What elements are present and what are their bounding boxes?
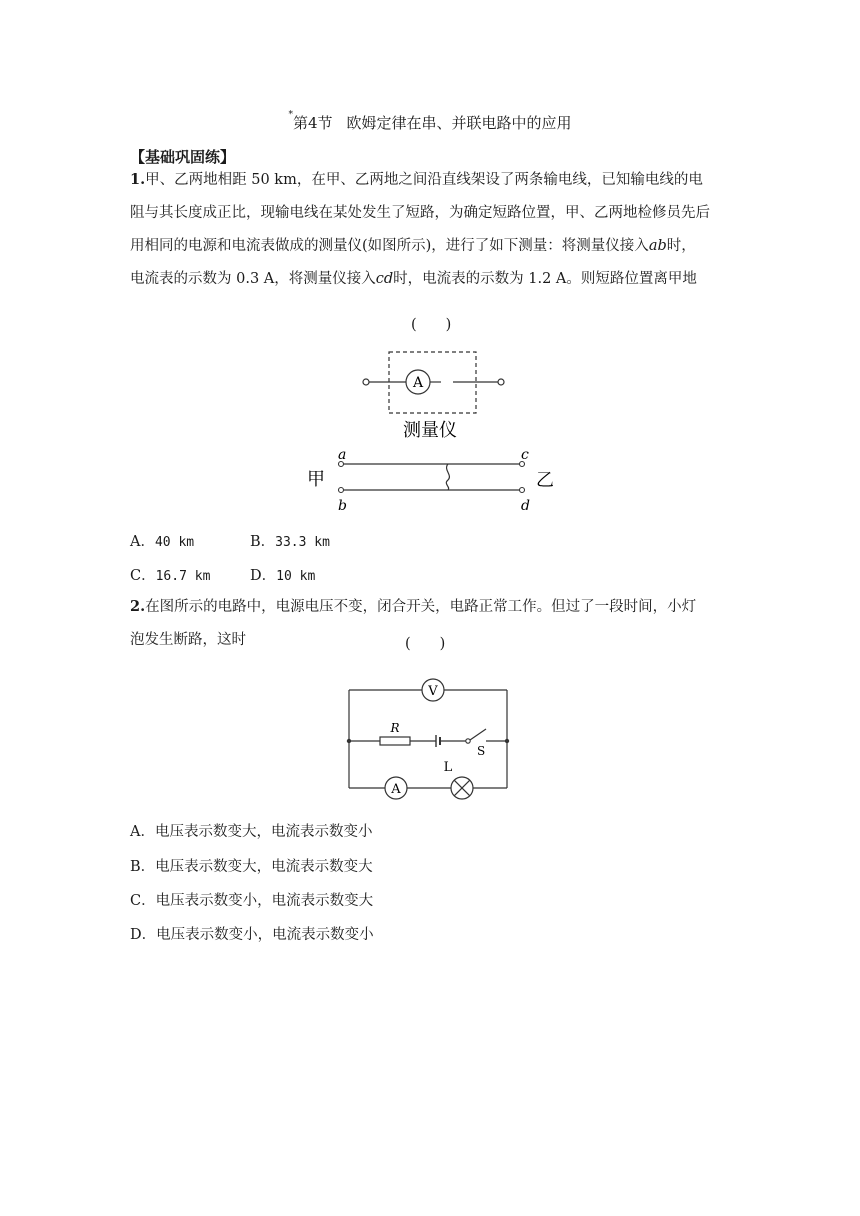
q1-line-3: 用相同的电源和电流表做成的测量仪(如图所示)，进行了如下测量：将测量仪接入ab时， xyxy=(130,238,696,254)
junction-right xyxy=(505,739,509,743)
q2-option-c: C．电压表示数变小，电流表示数变大 xyxy=(130,893,374,909)
q1-cd: cd xyxy=(375,271,394,287)
point-a: a xyxy=(338,447,347,463)
title-text: 欧姆定律在串、并联电路中的应用 xyxy=(346,114,572,132)
ammeter-label: A xyxy=(412,375,424,391)
q2-number: 2. xyxy=(130,598,146,615)
q2-option-a: A．电压表示数变大，电流表示数变小 xyxy=(130,824,373,840)
q1-line-4: 电流表的示数为 0.3 A，将测量仪接入cd时，电流表的示数为 1.2 A。则短路位置离甲地 xyxy=(130,271,697,287)
q2-answer-bracket: ( ) xyxy=(405,636,446,652)
q1-line-1: 1.甲、乙两地相距 50 km，在甲、乙两地之间沿直线架设了两条输电线，已知输电线的电 xyxy=(130,171,703,188)
q1-line-2: 阻与其长度成正比，现输电线在某处发生了短路，为确定短路位置，甲、乙两地检修员先后 xyxy=(130,205,710,221)
label-jia: 甲 xyxy=(307,469,325,490)
q1-option-b: B．33.3 km xyxy=(250,534,330,550)
point-b: b xyxy=(338,498,347,514)
q1-figure xyxy=(300,345,560,517)
q1-answer-bracket: ( ) xyxy=(411,317,452,333)
q1-option-a: A．40 km xyxy=(130,534,195,550)
terminal-left xyxy=(363,379,369,385)
junction-left xyxy=(347,739,351,743)
switch-label: S xyxy=(477,744,486,758)
q2-option-d: D．电压表示数变小，电流表示数变小 xyxy=(130,927,374,943)
ammeter-label: A xyxy=(391,782,401,797)
q1-option-d: D．10 km xyxy=(250,568,316,584)
page-title xyxy=(0,112,860,133)
switch-icon xyxy=(470,729,486,740)
voltmeter-label: V xyxy=(428,684,438,699)
q2-option-b: B．电压表示数变大，电流表示数变大 xyxy=(130,859,373,875)
q1-option-c: C．16.7 km xyxy=(130,568,211,584)
instrument-label: 测量仪 xyxy=(403,420,457,441)
q1-number: 1. xyxy=(130,171,146,188)
title-mark: * xyxy=(288,110,293,120)
lamp-label: L xyxy=(443,760,453,775)
q2-line-2: 泡发生断路，这时 xyxy=(130,632,246,648)
q2-figure xyxy=(340,676,520,802)
section-heading: 【基础巩固练】 xyxy=(130,148,236,166)
question-1 xyxy=(130,163,730,296)
point-c: c xyxy=(521,447,529,463)
q1-ab: ab xyxy=(648,238,667,254)
point-d: d xyxy=(521,498,530,514)
q2-line-1: 2.在图所示的电路中，电源电压不变，闭合开关，电路正常工作。但过了一段时间，小灯 xyxy=(130,598,697,615)
terminal-right xyxy=(498,379,504,385)
label-yi: 乙 xyxy=(536,470,554,491)
resistor-label: R xyxy=(390,721,400,735)
title-section-num: 第4节 xyxy=(292,114,333,132)
resistor-icon xyxy=(380,737,410,745)
